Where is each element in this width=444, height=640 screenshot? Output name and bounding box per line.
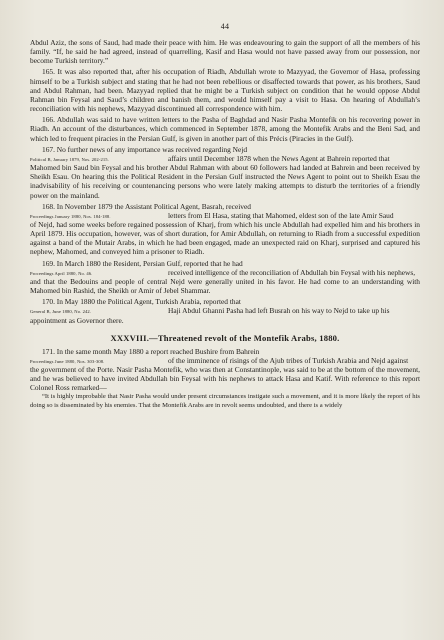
paragraph-167-margin-block [30, 154, 420, 163]
paragraph-number: 166. [42, 115, 55, 125]
margin-note: Political B, January 1879, Nos. 202-215. [30, 156, 109, 162]
paragraph-170-first-line [30, 297, 420, 306]
paragraph-text: In November 1879 the Assistant Political Agent, Basrah, received [56, 201, 251, 211]
margin-note: General B, June 1880, No. 242. [30, 309, 92, 315]
paragraph-text: In the same month May 1880 a report reached Bushire from Bahrein [56, 346, 260, 356]
paragraph-number: 167. [42, 144, 55, 154]
paragraph-text: No further news of any importance was received regarding Nejd [56, 144, 248, 154]
paragraph-number: 168. [42, 201, 55, 211]
page-number: 44 [220, 22, 230, 31]
margin-note: Proceedings June 1880, Nos. 303-308. [30, 358, 105, 364]
paragraph-168-rest: of Nejd, had some weeks before regained possession of Kharj, from which his uncle Abdullah had expelled him and his brothers in April 1879. His occupation, however, was of short duration, for Amir Abdullah, on returning to Riadh from a successful expedition against a band of the Mutair Arabs, in which he had been engaged, made an unexpected raid on Kharj, surprised and captured his nephew, Mahomed, and conveyed him a prisoner to Riadh. [30, 219, 420, 257]
paragraph-171-rest: the government of the Porte. Nasir Pasha Montefik, who was then at Constantinople, was said to be at the bottom of the movement, and he was believed to have invited Abdullah bin Feysal with his nephews to attack Hasa and Katif. With reference to this report Colonel Ross remarked— [30, 365, 420, 393]
paragraph-text: Haji Abdul Ghanni Pasha had left Busrah on his way to Nejd to take up his [168, 306, 390, 316]
paragraph-text: affairs until December 1878 when the News Agent at Bahrein reported that [168, 153, 390, 163]
paragraph-number: 165. [42, 67, 55, 77]
paragraph-167-first-line [30, 145, 420, 154]
paragraph-text: Abdullah was said to have written letters to the Pasha of Baghdad and Nasir Pasha Montefik on his recovering power in Riadh. An account of the disturbances, which commenced in September 1878, among the Montefik Arabs and the Beni Sad, and which led to frequent piracies in the Persian Gulf, is given in another part of this Précis (Piracies in the Gulf). [30, 115, 420, 143]
paragraph-170-margin-block [30, 306, 420, 315]
paragraph-168-first-line [30, 202, 420, 211]
paragraph-text: letters from El Hasa, stating that Mahomed, eldest son of the late Amir Saud [168, 210, 394, 220]
paragraph-number: 170. [42, 297, 55, 307]
paragraph-166 [30, 115, 420, 142]
paragraph-168-margin-block [30, 211, 420, 220]
paragraph-text: In May 1880 the Political Agent, Turkish Arabia, reported that [56, 297, 241, 307]
paragraph-text: of the imminence of risings of the Ajub tribes of Turkish Arabia and Nejd against [168, 355, 409, 365]
paragraph-text: In March 1880 the Resident, Persian Gulf, reported that he had [56, 258, 243, 268]
section-heading: XXXVIII.—Threatened revolt of the Montefik Arabs, 1880. [110, 332, 340, 343]
intro-paragraph: Abdul Aziz, the sons of Saud, had made their peace with him. He was endeavouring to gain the support of all the members of his family. “If, he said he had agreed, instead of quarrelling, Kasif and Hasa would not have passed away from our possession, nor become Turkish territory.” [30, 38, 420, 66]
paragraph-text: received intelligence of the reconciliation of Abdullah bin Feysal with his nephews, [168, 267, 416, 277]
paragraph-165 [30, 67, 420, 113]
paragraph-169-first-line [30, 259, 420, 268]
paragraph-167-rest: Mahomed bin Saud bin Feysal and his brother Abdul Rahman with about 60 followers had landed at Bahrein and been received by Sheikh Esau. On hearing this the Political Resident in the Persian Gulf instructed the News Agent to point out to Sheikh Esau the inadvisability of his receiving or countenancing persons who were lately making attempts to disturb the territories of a friendly power on the mainland. [30, 163, 420, 200]
paragraph-171-margin-block [30, 356, 420, 365]
paragraph-171-first-line [30, 347, 420, 356]
margin-note: Proceedings January 1880, Nos. 184-188. [30, 213, 111, 219]
paragraph-169-margin-block [30, 268, 420, 277]
paragraph-170-rest: appointment as Governor there. [30, 315, 124, 325]
margin-note: Proceedings April 1880, No. 46. [30, 270, 93, 276]
block-quote: “It is highly improbable that Nasir Pasha would under present circumstances instigate such a movement, and it is more likely the report of his doing so is disseminated by his enemies. That the Montefik Arabs are in revolt seems undoubted, and there is a widely [30, 393, 420, 409]
paragraph-169-rest: and that the Bedouins and people of central Nejd were generally united in his favor. He had come to an understanding with Mahomed bin Rashid, the Sheikh or Amir of Jebel Shammar. [30, 276, 420, 296]
paragraph-number: 171. [42, 346, 55, 356]
paragraph-text: It was also reported that, after his occupation of Riadh, Abdullah wrote to Mazyyad, the Governor of Hasa, professing himself to be a Turkish subject and stating that he had not been rebellious or disaffected towards that power, as his brothers, Saud and Abdul Rahman, had been. Mazyyad replied that he might be a Turkish subject on condition that he would oppose Abdul Rahman bin Feysal and Saud’s children and banish them, and would himself pay a visit to Hasa. On hearing of Abdullah’s reconciliation with his nephews, Mazyyad discontinued all correspondence with him. [30, 67, 420, 114]
paragraph-number: 169. [42, 258, 55, 268]
